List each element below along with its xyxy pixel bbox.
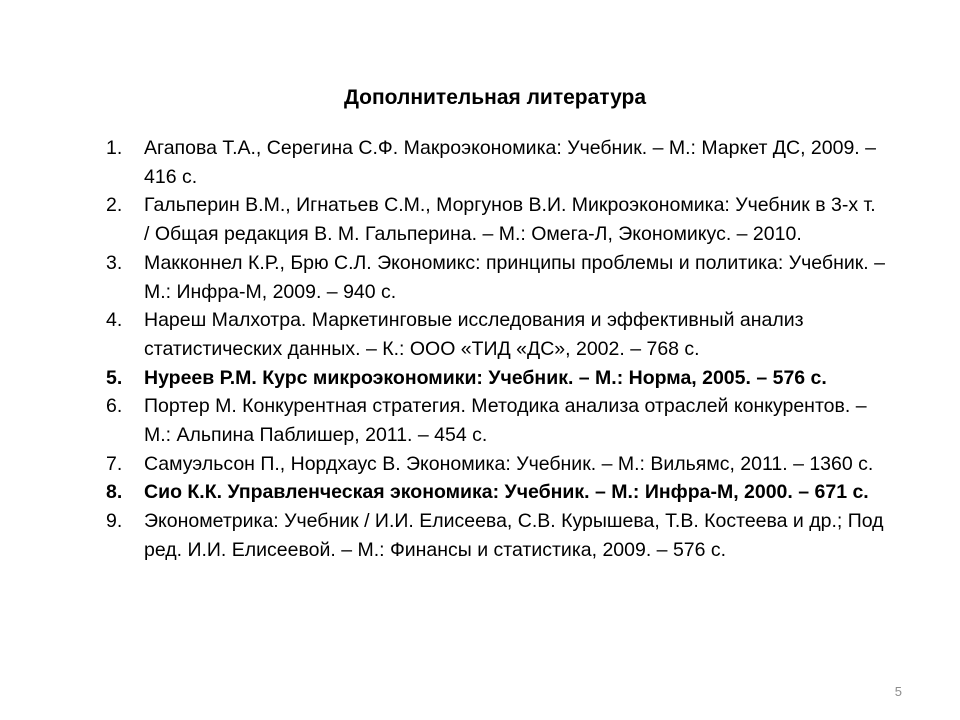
reference-item [106, 507, 886, 564]
reference-text: Самуэльсон П., Нордхаус В. Экономика: Учебник. – М.: Вильямс, 2011. – 1360 с. [144, 452, 874, 475]
reference-item [106, 450, 886, 479]
reference-item [106, 478, 886, 507]
reference-text: Агапова Т.А., Серегина С.Ф. Макроэкономика: Учебник. – М.: Маркет ДС, 2009. – 416 с. [144, 137, 876, 188]
reference-item [106, 249, 886, 306]
reference-text: Сио К.К. Управленческая экономика: Учебник. – М.: Инфра-М, 2000. – 671 с. [144, 481, 869, 504]
reference-item [106, 306, 886, 363]
reference-text: Нуреев Р.М. Курс микроэкономики: Учебник. – М.: Норма, 2005. – 576 с. [144, 366, 827, 389]
reference-number: 8. [106, 481, 123, 504]
reference-text: Гальперин В.М., Игнатьев С.М., Моргунов В.И. Микроэкономика: Учебник в 3-х т. / Общая редакция В. М. Гальперина. – М.: Омега-Л, Экономикус. – 2010. [144, 194, 876, 246]
reference-number: 2. [106, 194, 123, 217]
reference-number: 9. [106, 510, 123, 533]
reference-number: 6. [106, 395, 123, 418]
reference-item [106, 364, 886, 393]
reference-number: 1. [106, 137, 123, 159]
reference-item [106, 134, 886, 191]
reference-text: Нареш Малхотра. Маркетинговые исследования и эффективный анализ статистических данных. – К.: ООО «ТИД «ДС», 2002. – 768 с. [144, 309, 804, 360]
reference-number: 5. [106, 366, 123, 389]
reference-text: Макконнел К.Р., Брю С.Л. Экономикс: принципы проблемы и политика: Учебник. – М.: Инфра-М, 2009. – 940 с. [144, 251, 885, 303]
page-number: 5 [894, 684, 902, 699]
reference-item [106, 191, 886, 248]
reference-number: 4. [106, 309, 123, 332]
slide-title: Дополнительная литература [343, 86, 647, 109]
reference-number: 3. [106, 251, 123, 274]
reference-number: 7. [106, 452, 123, 475]
reference-list [106, 134, 886, 565]
reference-text: Эконометрика: Учебник / И.И. Елисеева, С.В. Курышева, Т.В. Костеева и др.; Под ред. И.И. Елисеевой. – М.: Финансы и статистика, 2009. – 576 с. [144, 510, 884, 561]
reference-item [106, 392, 886, 449]
reference-text: Портер М. Конкурентная стратегия. Методика анализа отраслей конкурентов. – М.: Альпина Паблишер, 2011. – 454 с. [144, 395, 867, 447]
